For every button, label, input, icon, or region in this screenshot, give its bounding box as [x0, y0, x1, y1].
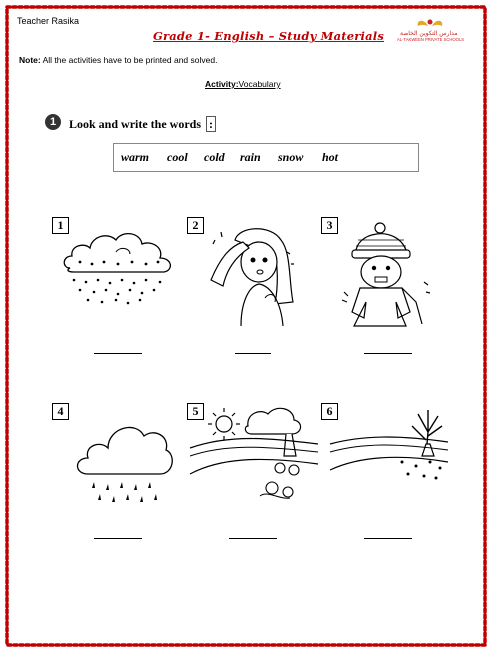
raining-cloud-icon — [74, 414, 174, 506]
note-text: All the activities have to be printed and solved. — [40, 55, 218, 65]
question-instruction — [69, 117, 216, 132]
word-bank-word: rain — [240, 150, 261, 164]
sunny-landscape-icon — [190, 404, 318, 510]
answer-blank[interactable] — [364, 538, 412, 539]
item-number-box: 6 — [321, 403, 338, 420]
word-bank-word: cold — [204, 150, 225, 164]
question-number-badge: 1 — [45, 114, 61, 130]
word-bank-word: warm — [121, 150, 150, 164]
logo-english-text: AL-TAKWEEN PRIVATE SCHOOLS — [397, 37, 465, 42]
answer-blank[interactable] — [235, 353, 271, 354]
activity-label: Activity: — [205, 79, 239, 89]
snowing-cloud-icon — [60, 226, 180, 306]
page-title: Grade 1- English – Study Materials — [153, 29, 385, 43]
note-line — [19, 55, 217, 65]
instruction-colon: : — [206, 116, 216, 132]
item-number-box: 1 — [52, 217, 69, 234]
word-bank-box — [113, 143, 419, 172]
hot-sweating-girl-icon — [205, 222, 300, 327]
note-label: Note: — [19, 55, 41, 65]
cold-shivering-boy-icon — [340, 222, 430, 330]
answer-blank[interactable] — [229, 538, 277, 539]
word-bank-word: cool — [167, 150, 188, 164]
word-bank-word: hot — [322, 150, 339, 164]
autumn-landscape-icon — [330, 404, 448, 504]
answer-blank[interactable] — [364, 353, 412, 354]
activity-heading — [205, 79, 281, 89]
item-number-box: 4 — [52, 403, 69, 420]
item-number-box: 2 — [187, 217, 204, 234]
answer-blank[interactable] — [94, 538, 142, 539]
logo-arabic-text: مدارس التكوين الخاصة — [400, 30, 458, 37]
answer-blank[interactable] — [94, 353, 142, 354]
word-bank-word: snow — [278, 150, 304, 164]
instruction-text: Look and write the words — [69, 117, 202, 131]
teacher-name: Teacher Rasika — [17, 16, 80, 26]
item-number-box: 5 — [187, 403, 204, 420]
item-number-box: 3 — [321, 217, 338, 234]
activity-text: Vocabulary — [238, 79, 281, 89]
